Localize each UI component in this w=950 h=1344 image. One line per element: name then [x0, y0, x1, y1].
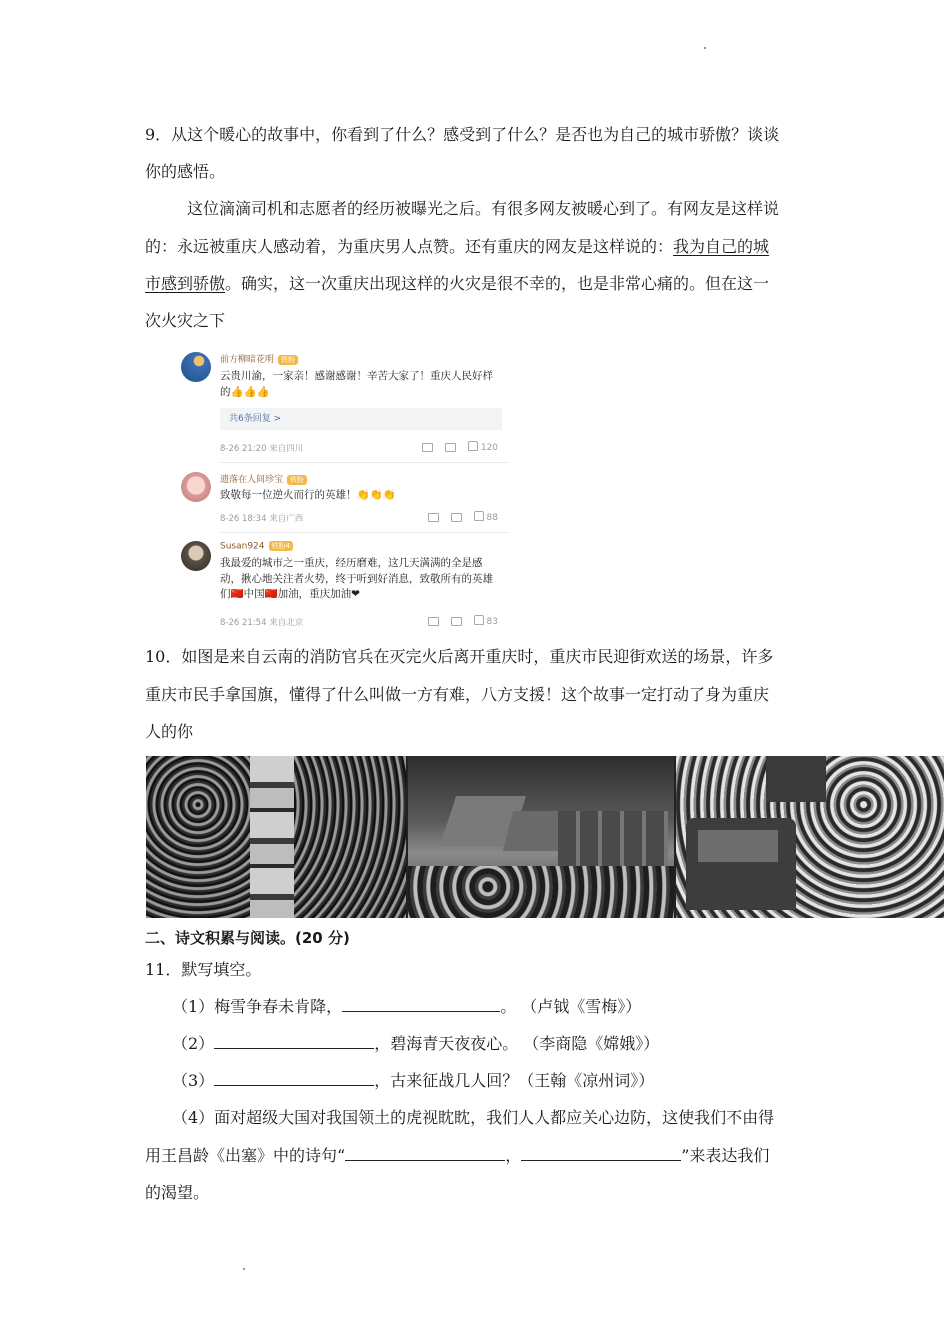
fire-truck [766, 756, 826, 802]
comment-username [220, 541, 293, 552]
crowd-photo-truck [676, 756, 944, 918]
comment-username-text: 遗落在人间珍宝 [220, 475, 284, 485]
avatar [181, 472, 211, 502]
q11-item-2-prompt: ，碧海青天夜夜心。 （李商隐《嫦娥》） [374, 1034, 660, 1053]
crowd-photo-aerial [146, 756, 406, 918]
fan-badge: 铁粉 [278, 355, 298, 365]
answer9-line-2 [145, 237, 769, 257]
share-icon[interactable] [422, 443, 433, 452]
answer9-line-1: 这位滴滴司机和志愿者的经历被曝光之后。有很多网友被暖心到了。有网友是这样说 [187, 199, 780, 218]
comma: ， [505, 1146, 522, 1165]
q11-item-3-prompt: ，古来征战几人回？（王翰《凉州词》） [374, 1071, 655, 1090]
q11-item-4-suffix: ”来表达我们 [681, 1146, 770, 1165]
q10-line-2: 重庆市民手拿国旗，懂得了什么叫做一方有难，八方支援！这个故事一定打动了身为重庆 [145, 685, 770, 704]
q11-item-4-line-1: （4）面对超级大国对我国领土的虎视眈眈，我们人人都应关心边防，这使我们不由得 [172, 1108, 775, 1127]
like-count: 83 [486, 617, 498, 627]
comment-item [172, 534, 510, 634]
q11-item-2 [172, 1034, 659, 1054]
thumbs-up-icon [474, 615, 484, 625]
view-replies-link[interactable]: 共6条回复 > [220, 408, 502, 430]
comment-text: 云贵川渝，一家亲！感谢感谢！辛苦大家了！重庆人民好样的👍👍👍 [220, 370, 493, 398]
fan-badge: 铁粉 [287, 475, 307, 485]
truck-window [698, 830, 778, 862]
farewell-photo-strip [146, 756, 944, 918]
truck-convoy [250, 756, 294, 918]
crowd-photo-flags [408, 756, 674, 918]
answer9-line-3 [145, 274, 769, 294]
q10-line-1: 10．如图是来自云南的消防官兵在灭完火后离开重庆时，重庆市民迎街欢送的场景，许多 [145, 647, 774, 666]
scan-mark-bottom [243, 1268, 245, 1270]
share-icon[interactable] [428, 513, 439, 522]
comment-meta: 8-26 18:34 来自广西 [220, 514, 304, 524]
q11-item-1 [172, 997, 641, 1017]
q11-title: 11．默写填空。 [145, 960, 262, 979]
q11-item-3-number: （3） [172, 1071, 215, 1090]
avatar [181, 352, 211, 382]
answer-blank[interactable] [342, 997, 500, 1012]
reply-icon[interactable] [451, 513, 462, 522]
q11-item-3 [172, 1071, 654, 1091]
comment-actions [428, 615, 498, 627]
comment-username [220, 352, 298, 365]
q9-line-2: 你的感悟。 [145, 162, 226, 181]
comment-actions [428, 511, 498, 523]
answer-blank[interactable] [214, 1071, 374, 1086]
q10-line-3: 人的你 [145, 722, 194, 741]
comment-text: 我最爱的城市之一重庆，经历磨难，这几天满满的全是感动，揪心地关注者火势，终于听到好消息，致敬所有的英雄们🇨🇳中国🇨🇳加油，重庆加油❤ [220, 557, 493, 600]
comment-username-text: 前方柳暗花明 [220, 355, 275, 365]
like-button[interactable] [474, 511, 498, 523]
q11-item-1-source: 。 （卢钺《雪梅》） [500, 997, 642, 1016]
scan-mark-top [704, 47, 706, 49]
truck-convoy [558, 811, 668, 871]
divider [220, 462, 510, 463]
answer-blank[interactable] [214, 1034, 374, 1049]
answer-blank[interactable] [521, 1146, 681, 1161]
answer-blank[interactable] [345, 1146, 505, 1161]
comment-meta: 8-26 21:20 来自四川 [220, 444, 304, 454]
q11-item-4-line-3: 的渴望。 [145, 1183, 210, 1202]
like-count: 88 [486, 513, 498, 523]
like-button[interactable] [474, 615, 498, 627]
answer9-underlined-quote-end: 市感到骄傲 [145, 274, 226, 293]
like-button[interactable] [468, 441, 498, 453]
comment-item [172, 342, 510, 460]
q11-item-1-prompt: （1）梅雪争春未肯降， [172, 997, 343, 1016]
like-count: 120 [480, 443, 498, 453]
reply-icon[interactable] [451, 617, 462, 626]
answer9-line-2-text: 的：永远被重庆人感动着，为重庆男人点赞。还有重庆的网友是这样说的： [145, 237, 674, 256]
q11-item-4-line-2 [145, 1146, 769, 1166]
answer9-line-3-text: 。确实，这一次重庆出现这样的火灾是很不幸的，也是非常心痛的。但在这一 [225, 274, 770, 293]
comment-screenshot [172, 342, 510, 636]
q11-item-2-number: （2） [172, 1034, 215, 1053]
fan-badge: 铁粉4 [269, 541, 293, 551]
comment-text: 致敬每一位逆火而行的英雄！👏👏👏 [220, 489, 396, 501]
thumbs-up-icon [474, 511, 484, 521]
reply-icon[interactable] [445, 443, 456, 452]
q11-item-4-prompt: 用王昌龄《出塞》中的诗句“ [145, 1146, 346, 1165]
q9-line-1: 9．从这个暖心的故事中，你看到了什么？感受到了什么？是否也为自己的城市骄傲？谈谈 [145, 125, 780, 144]
comment-actions [422, 441, 498, 453]
comment-item [172, 464, 510, 530]
comment-username-text: Susan924 [220, 541, 265, 552]
section-2-title: 二、诗文积累与阅读。(20 分) [145, 929, 350, 947]
answer9-underlined-quote-start: 我为自己的城 [673, 237, 770, 256]
thumbs-up-icon [468, 441, 478, 451]
share-icon[interactable] [428, 617, 439, 626]
comment-meta: 8-26 21:54 来自北京 [220, 618, 304, 628]
comment-username [220, 472, 307, 485]
avatar [181, 541, 211, 571]
answer9-line-4: 次火灾之下 [145, 311, 226, 330]
crowd [408, 866, 674, 918]
divider [220, 532, 510, 533]
